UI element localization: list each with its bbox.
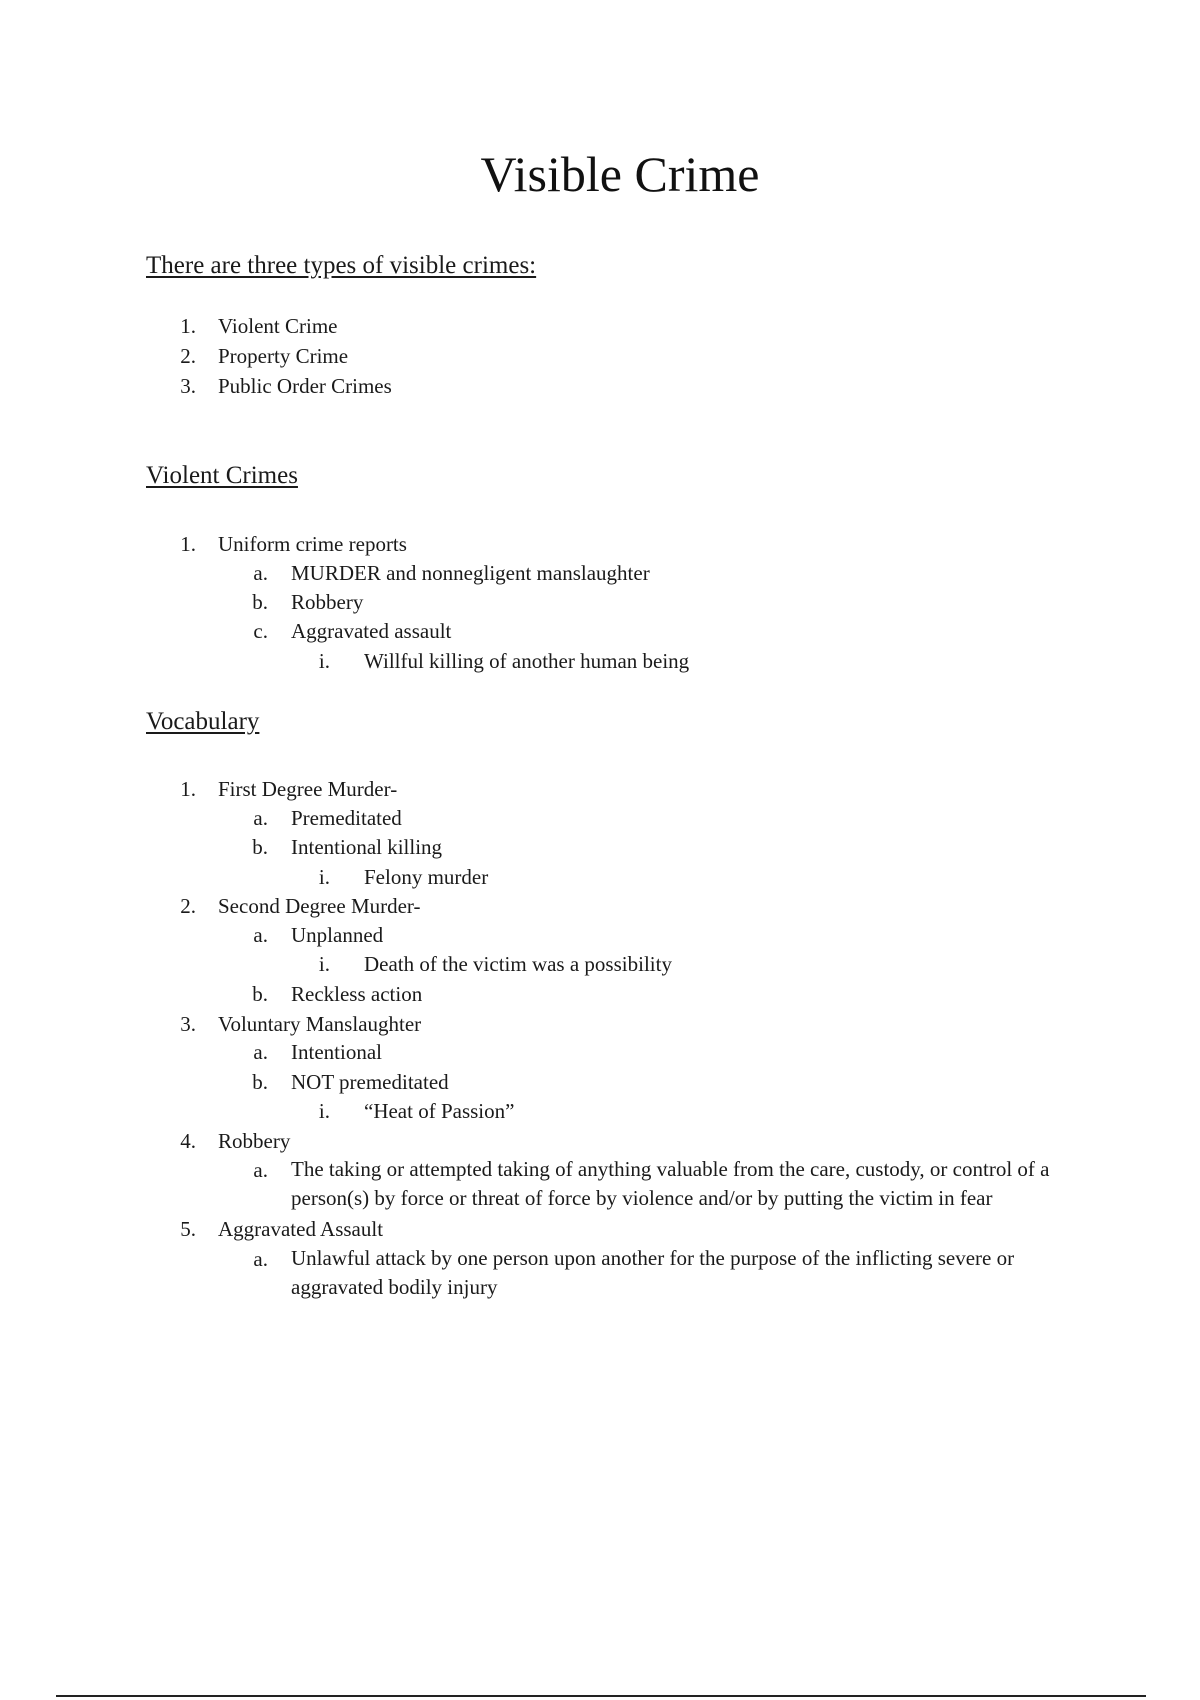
list-marker: 3. bbox=[180, 1012, 196, 1036]
list-marker: 3. bbox=[180, 374, 196, 398]
list-item-text: The taking or attempted taking of anything valuable from the care, custody, or control of a person(s) by force or threat of force by violence and/or by putting the victim in fear bbox=[291, 1157, 1050, 1210]
section-heading-violent-crimes: Violent Crimes bbox=[146, 462, 298, 489]
list-item-text: Death of the victim was a possibility bbox=[364, 952, 672, 976]
list-item-text: MURDER and nonnegligent manslaughter bbox=[291, 561, 650, 585]
list-marker: 2. bbox=[180, 894, 196, 918]
list-marker: a. bbox=[253, 1247, 268, 1271]
list-item-text: Intentional bbox=[291, 1040, 382, 1064]
list-marker: i. bbox=[318, 865, 330, 889]
list-item-text: Robbery bbox=[291, 590, 364, 614]
list-marker: 4. bbox=[180, 1129, 196, 1153]
list-marker: b. bbox=[252, 982, 268, 1006]
list-item-text: Felony murder bbox=[364, 865, 489, 889]
list-item-text: Unplanned bbox=[291, 923, 384, 947]
list-item-text: NOT premeditated bbox=[291, 1070, 449, 1094]
list-item-text: Second Degree Murder- bbox=[218, 894, 421, 918]
list-item-text: Property Crime bbox=[218, 344, 349, 368]
list-item-text: Premeditated bbox=[291, 806, 402, 830]
list-marker: i. bbox=[318, 1099, 330, 1123]
list-marker: a. bbox=[253, 1158, 268, 1182]
list-marker: 2. bbox=[180, 344, 196, 368]
list-marker: a. bbox=[253, 923, 268, 947]
section-heading-types: There are three types of visible crimes: bbox=[146, 252, 537, 279]
list-item-text: Unlawful attack by one person upon another for the purpose of the inflicting severe or aggravated bodily injury bbox=[291, 1246, 1015, 1299]
list-marker: 5. bbox=[180, 1217, 196, 1241]
section-heading-vocabulary: Vocabulary bbox=[146, 708, 260, 735]
list-item-text: Robbery bbox=[218, 1129, 291, 1153]
list-marker: b. bbox=[252, 1070, 268, 1094]
list-item-text: Intentional killing bbox=[291, 835, 443, 859]
list-marker: i. bbox=[318, 952, 330, 976]
list-marker: b. bbox=[252, 835, 268, 859]
list-marker: 1. bbox=[180, 314, 196, 338]
list-item-text: Voluntary Manslaughter bbox=[218, 1012, 422, 1036]
list-marker: a. bbox=[253, 1040, 268, 1064]
list-marker: i. bbox=[318, 649, 330, 673]
list-item-text: Violent Crime bbox=[218, 314, 338, 338]
list-marker: a. bbox=[253, 561, 268, 585]
list-marker: c. bbox=[253, 619, 268, 643]
list-item-text: Public Order Crimes bbox=[218, 374, 392, 398]
list-marker: b. bbox=[252, 590, 268, 614]
list-item-text: First Degree Murder- bbox=[218, 777, 398, 801]
list-marker: a. bbox=[253, 806, 268, 830]
page-title: Visible Crime bbox=[480, 146, 760, 202]
list-item-text: Willful killing of another human being bbox=[364, 649, 690, 673]
list-item-text: Uniform crime reports bbox=[218, 532, 407, 556]
list-marker: 1. bbox=[180, 532, 196, 556]
footer-divider bbox=[56, 1695, 1146, 1697]
list-item-text: “Heat of Passion” bbox=[364, 1099, 515, 1123]
list-item-text: Aggravated assault bbox=[291, 619, 452, 643]
list-item-text: Aggravated Assault bbox=[218, 1217, 384, 1241]
list-item-text: Reckless action bbox=[291, 982, 423, 1006]
list-marker: 1. bbox=[180, 777, 196, 801]
